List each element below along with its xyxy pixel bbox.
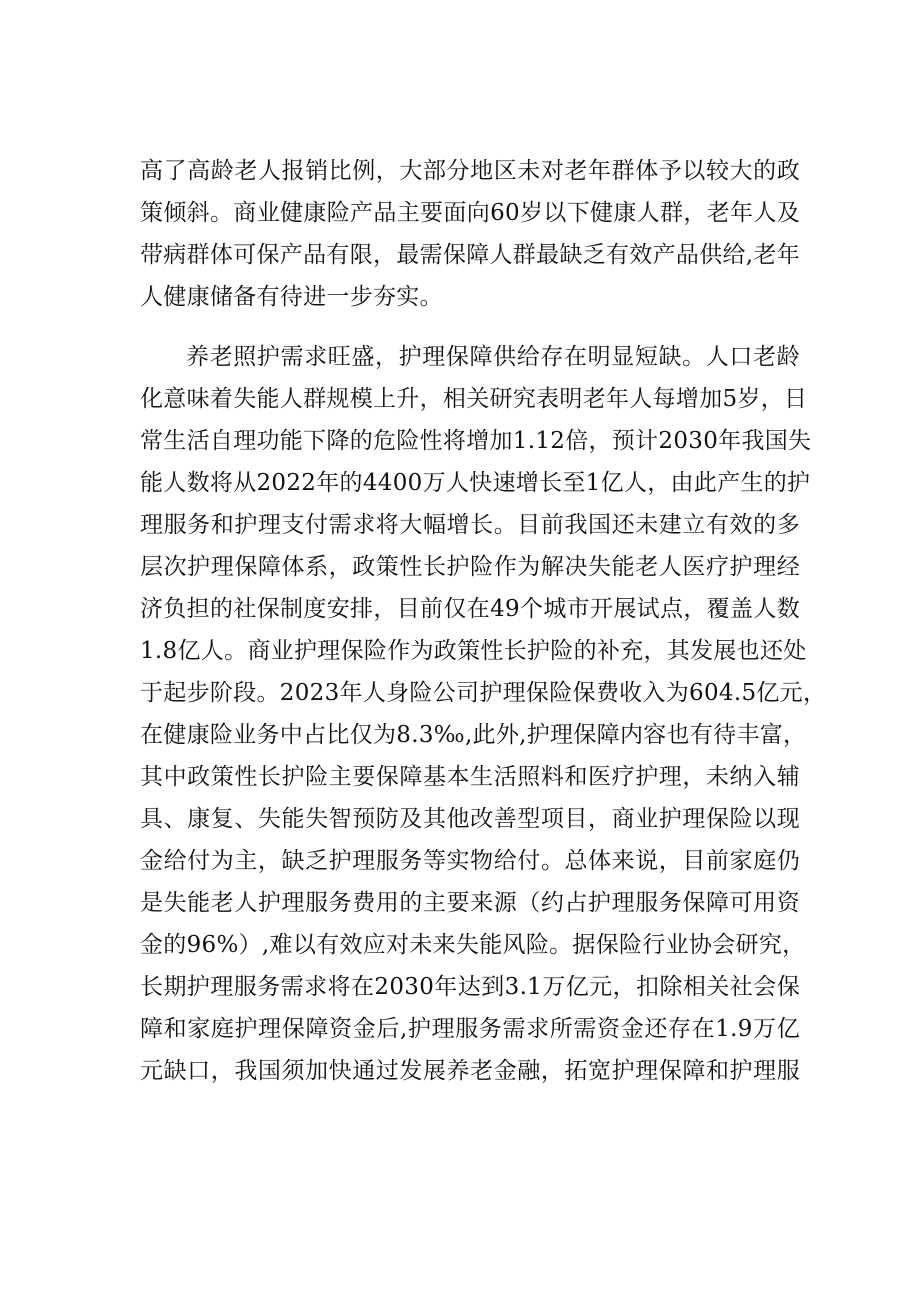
text-line: 金的96%）,难以有效应对未来失能风险。据保险行业协会研究， — [140, 932, 806, 958]
text-line: 带病群体可保产品有限，最需保障人群最缺乏有效产品供给,老年 — [140, 242, 801, 268]
text-line: 长期护理服务需求将在2030年达到3.1万亿元，扣除相关社会保 — [140, 974, 800, 1000]
text-line: 理服务和护理支付需求将大幅增长。目前我国还未建立有效的多 — [140, 512, 800, 538]
text-line: 金给付为主，缺乏护理服务等实物给付。总体来说，目前家庭仍 — [140, 848, 800, 874]
text-line: 于起步阶段。2023年人身险公司护理保险保费收入为604.5亿元， — [140, 680, 827, 706]
text-line: 元缺口，我国须加快通过发展养老金融，拓宽护理保障和护理服 — [140, 1058, 800, 1084]
text-line: 能人数将从2022年的4400万人快速增长至1亿人，由此产生的护 — [140, 470, 811, 496]
paragraph-gap — [140, 318, 800, 336]
text-line: 障和家庭护理保障资金后,护理服务需求所需资金还存在1.9万亿 — [140, 1016, 800, 1042]
text-line: 层次护理保障体系，政策性长护险作为解决失能老人医疗护理经 — [140, 554, 800, 580]
text-line: 化意味着失能人群规模上升，相关研究表明老年人每增加5岁，日 — [140, 386, 808, 412]
document-body — [140, 150, 827, 1092]
paragraph — [140, 150, 800, 318]
text-line: 在健康险业务中占比仅为8.3‰,此外,护理保障内容也有待丰富， — [140, 722, 807, 748]
text-line: 养老照护需求旺盛，护理保障供给存在明显短缺。人口老龄 — [186, 344, 800, 370]
text-line: 1.8亿人。商业护理保险作为政策性长护险的补充，其发展也还处 — [140, 638, 807, 664]
text-line: 是失能老人护理服务费用的主要来源（约占护理服务保障可用资 — [140, 890, 800, 916]
text-line: 常生活自理功能下降的危险性将增加1.12倍，预计2030年我国失 — [140, 428, 812, 454]
text-line: 策倾斜。商业健康险产品主要面向60岁以下健康人群，老年人及 — [140, 200, 800, 226]
text-line: 济负担的社保制度安排，目前仅在49个城市开展试点，覆盖人数 — [140, 596, 800, 622]
paragraph — [140, 336, 827, 1092]
text-line: 高了高龄老人报销比例，大部分地区未对老年群体予以较大的政 — [140, 158, 800, 184]
text-line: 其中政策性长护险主要保障基本生活照料和医疗护理，未纳入辅 — [140, 764, 800, 790]
text-line: 人健康储备有待进一步夯实。 — [140, 284, 443, 310]
text-line: 具、康复、失能失智预防及其他改善型项目，商业护理保险以现 — [140, 806, 800, 832]
